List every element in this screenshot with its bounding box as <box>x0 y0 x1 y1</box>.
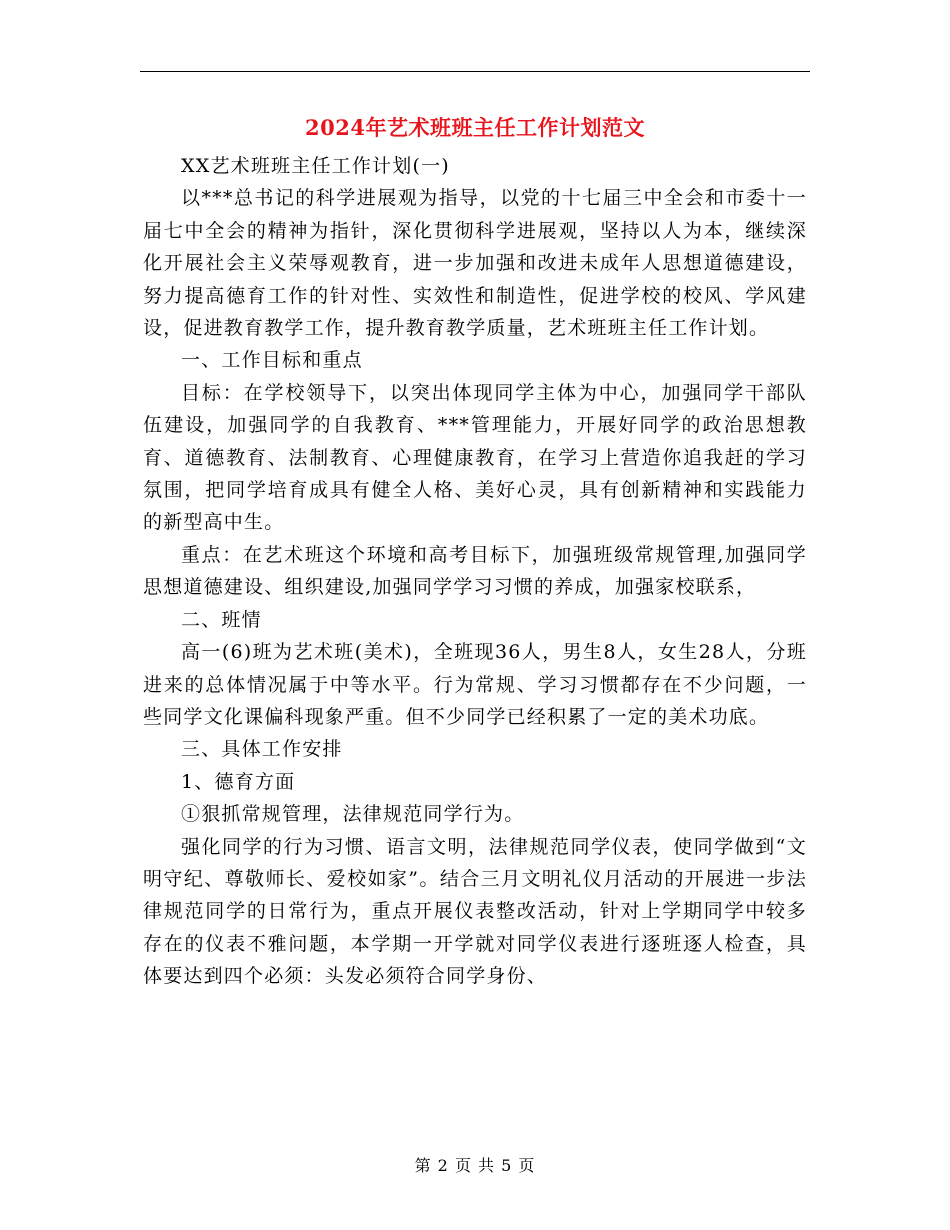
paragraph-class-status: 高一(6)班为艺术班(美术)，全班现36人，男生8人，女生28人，分班进来的总体情况属于中等水平。行为常规、学习习惯都存在不少问题，一些同学文化课偏科现象严重。但不少同学已经积累了一定的美术功底。 <box>143 641 807 728</box>
paragraph-subtitle: XX艺术班班主任工作计划(一) <box>181 155 450 177</box>
document-body <box>143 150 807 993</box>
header-rule <box>140 71 810 72</box>
paragraph-goals: 目标：在学校领导下，以突出体现同学主体为中心，加强同学干部队伍建设，加强同学的自我教育、***管理能力，开展好同学的政治思想教育、道德教育、法制教育、心理健康教育，在学习上营造你追我赶的学习氛围，把同学培育成具有健全人格、美好心灵，具有创新精神和实践能力的新型高中生。 <box>143 381 807 534</box>
paragraph-focus: 重点：在艺术班这个环境和高考目标下，加强班级常规管理,加强同学思想道德建设、组织建设,加强同学学习习惯的养成，加强家校联系， <box>143 543 807 599</box>
document-title: 2024年艺术班班主任工作计划范文 <box>305 115 645 140</box>
section-heading-arrangements: 三、具体工作安排 <box>181 738 343 761</box>
page-footer: 第 2 页 共 5 页 <box>414 1156 536 1175</box>
paragraph-behavior: 强化同学的行为习惯、语言文明，法律规范同学仪表，使同学做到“文明守纪、尊敬师长、爱校如家”。结合三月文明礼仪月活动的开展进一步法律规范同学的日常行为，重点开展仪表整改活动，针对上学期同学中较多存在的仪表不雅问题，本学期一开学就对同学仪表进行逐班逐人检查，具体要达到四个必须：头发必须符合同学身份、 <box>143 835 807 988</box>
subheading-moral-education: 1、德育方面 <box>181 770 296 793</box>
paragraph-intro: 以***总书记的科学进展观为指导，以党的十七届三中全会和市委十一届七中全会的精神为指针，深化贯彻科学进展观，坚持以人为本，继续深化开展社会主义荣辱观教育，进一步加强和改进未成年人思想道德建设，努力提高德育工作的针对性、实效性和制造性，促进学校的校风、学风建设，促进教育教学工作，提升教育教学质量，艺术班班主任工作计划。 <box>143 187 807 340</box>
section-heading-class-status: 二、班情 <box>181 608 262 631</box>
section-heading-goals: 一、工作目标和重点 <box>181 349 363 372</box>
subheading-routine-management: ①狠抓常规管理，法律规范同学行为。 <box>181 803 525 826</box>
